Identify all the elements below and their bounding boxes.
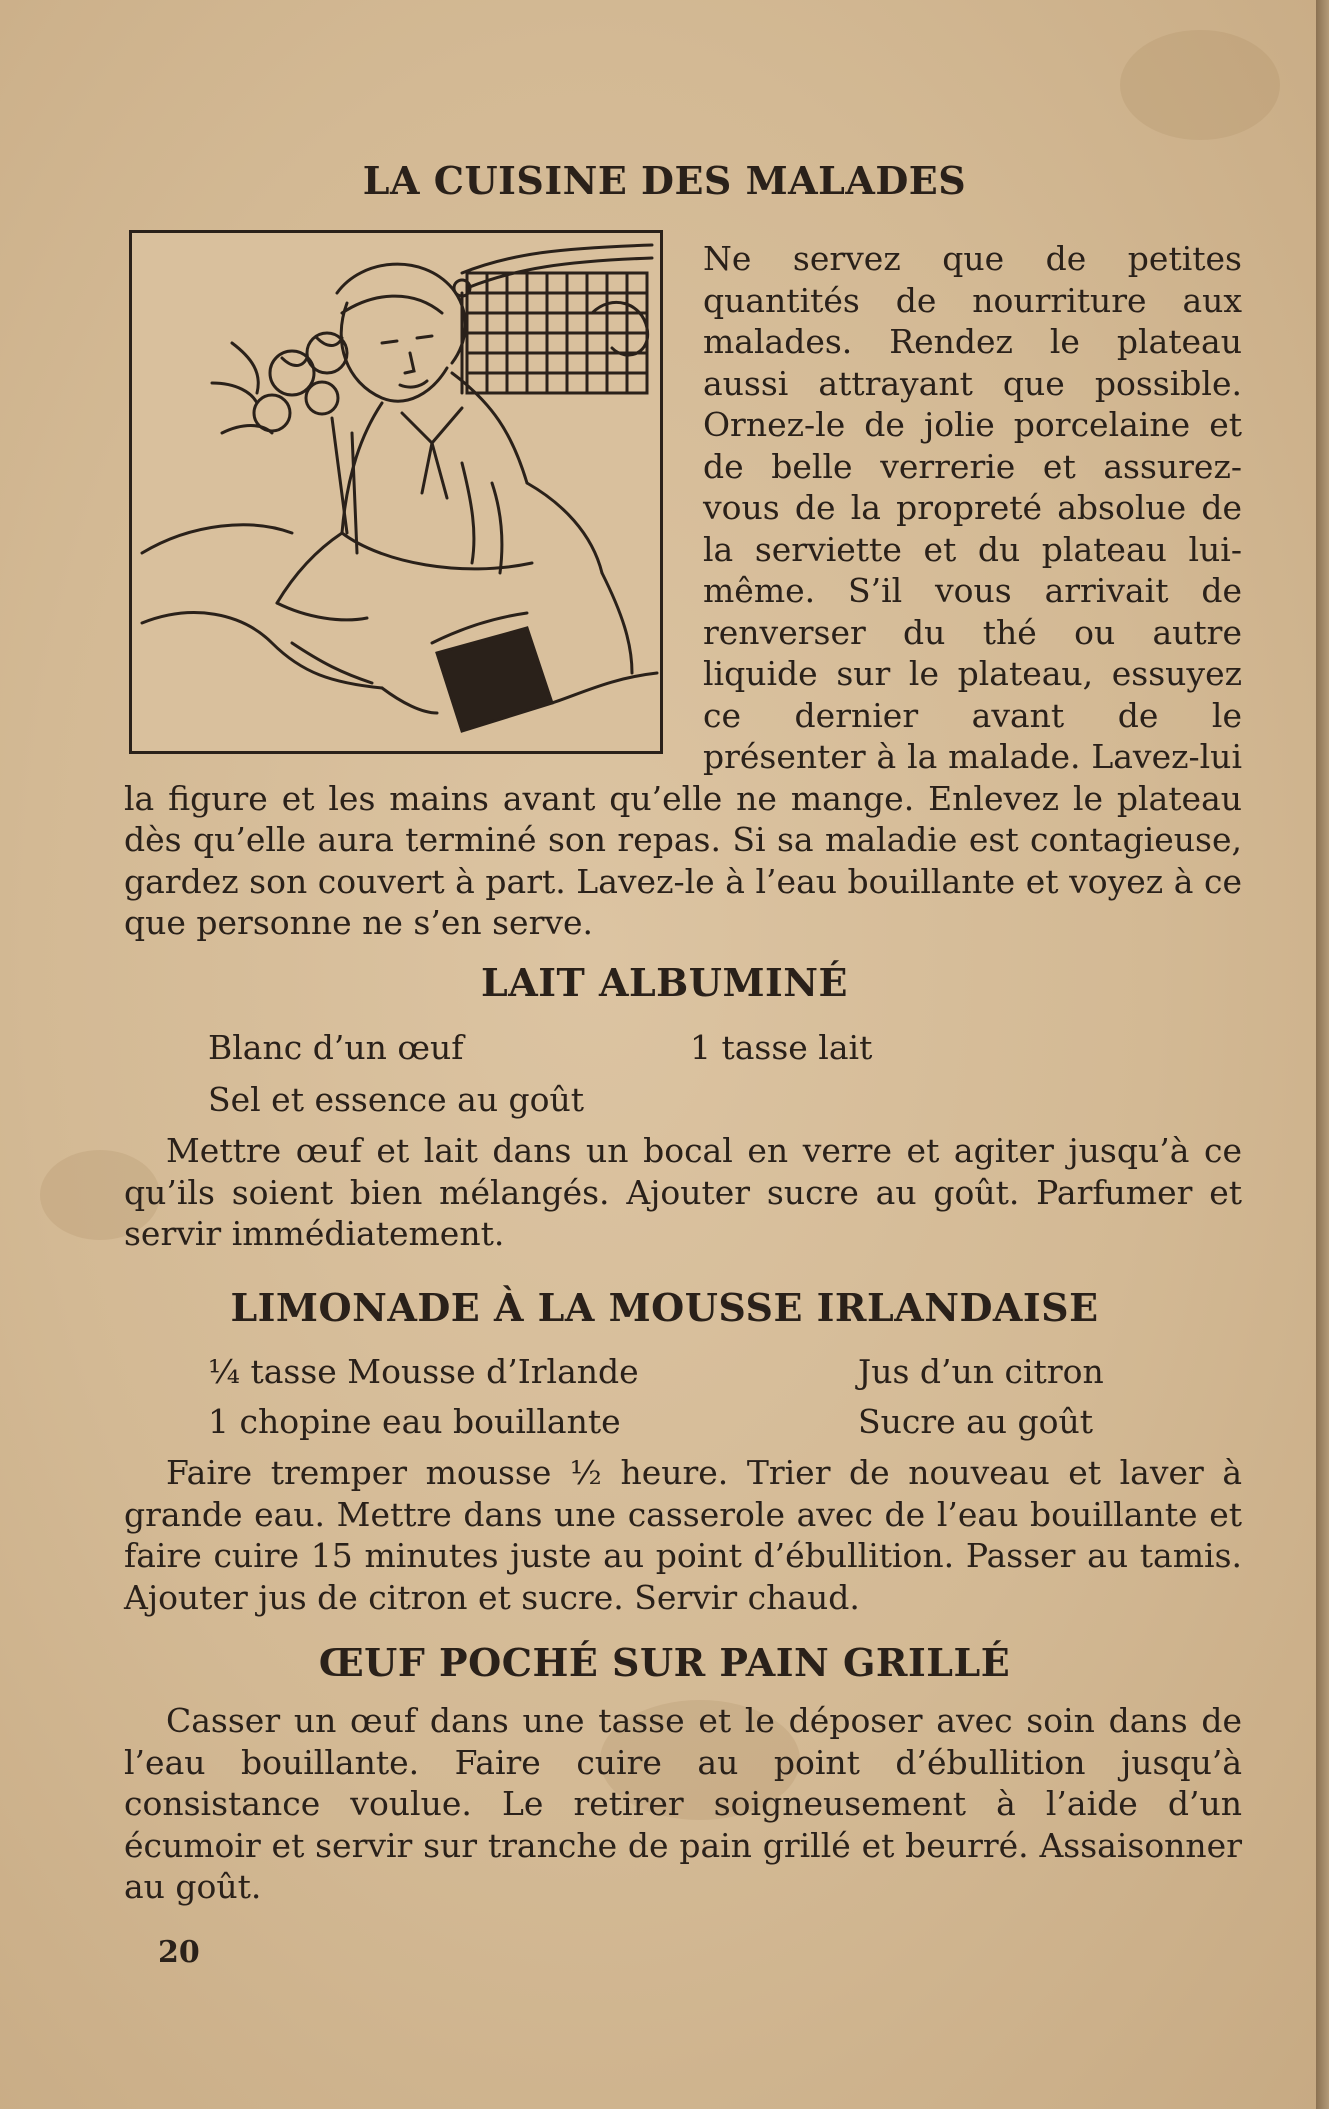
- ingredient-item: Sel et essence au goût: [208, 1080, 585, 1119]
- page-number: 20: [158, 1935, 200, 1970]
- ingredient-item: ¼ tasse Mousse d’Irlande: [208, 1352, 639, 1391]
- illustration-spacer: [124, 238, 679, 764]
- recipe-method: Casser un œuf dans une tasse et le déposer avec soin dans de l’eau bouillante. Faire cuire au point d’ébullition jusqu’à consistance voulue. Le retirer soigneusement à l’aide d’un écumoir et servir sur tranche de pain grillé et beurré. Assaisonner au goût.: [124, 1701, 1242, 1906]
- recipe-method: Faire tremper mousse ½ heure. Trier de nouveau et laver à grande eau. Mettre dans une casserole avec de l’eau bouillante et faire cuire 15 minutes juste au point d’ébullition. Passer au tamis. Ajouter jus de citron et sucre. Servir chaud.: [124, 1453, 1242, 1617]
- ingredient-item: Blanc d’un œuf: [208, 1028, 464, 1067]
- intro-text: Ne servez que de petites quantités de nourriture aux malades. Rendez le plateau aussi attrayant que possible. Ornez-le de jolie porcelaine et de belle verrerie et assurez-vous de la propreté absolue de la serviette et du plateau lui-même. S’il vous arrivait de renverser du thé ou autre liquide sur le plateau, essuyez ce dernier avant de le présenter à la malade. Lavez-lui la figure et les mains avant qu’elle ne mange. Enlevez le plateau dès qu’elle aura terminé son repas. Si sa maladie est contagieuse, gardez son couvert à part. Lavez-le à l’eau bouillante et voyez à ce que personne ne s’en serve.: [124, 239, 1242, 942]
- paper-stain: [1120, 30, 1280, 140]
- ingredient-item: Jus d’un citron: [858, 1352, 1104, 1391]
- ingredient-item: 1 chopine eau bouillante: [208, 1402, 621, 1441]
- ingredient-item: 1 tasse lait: [690, 1028, 873, 1067]
- page-edge: [1316, 0, 1329, 2109]
- recipe-title-lait-albumine: LAIT ALBUMINÉ: [481, 960, 848, 1005]
- recipe-method: Mettre œuf et lait dans un bocal en verre et agiter jusqu’à ce qu’ils soient bien mélangés. Ajouter sucre au goût. Parfumer et servir immédiatement.: [124, 1131, 1242, 1253]
- ingredient-item: Sucre au goût: [858, 1402, 1094, 1441]
- page-title: LA CUISINE DES MALADES: [362, 158, 967, 203]
- recipe-title-limonade: LIMONADE À LA MOUSSE IRLANDAISE: [230, 1285, 1099, 1330]
- intro-paragraph: [124, 238, 1242, 944]
- recipe-title-oeuf-poche: ŒUF POCHÉ SUR PAIN GRILLÉ: [318, 1640, 1011, 1685]
